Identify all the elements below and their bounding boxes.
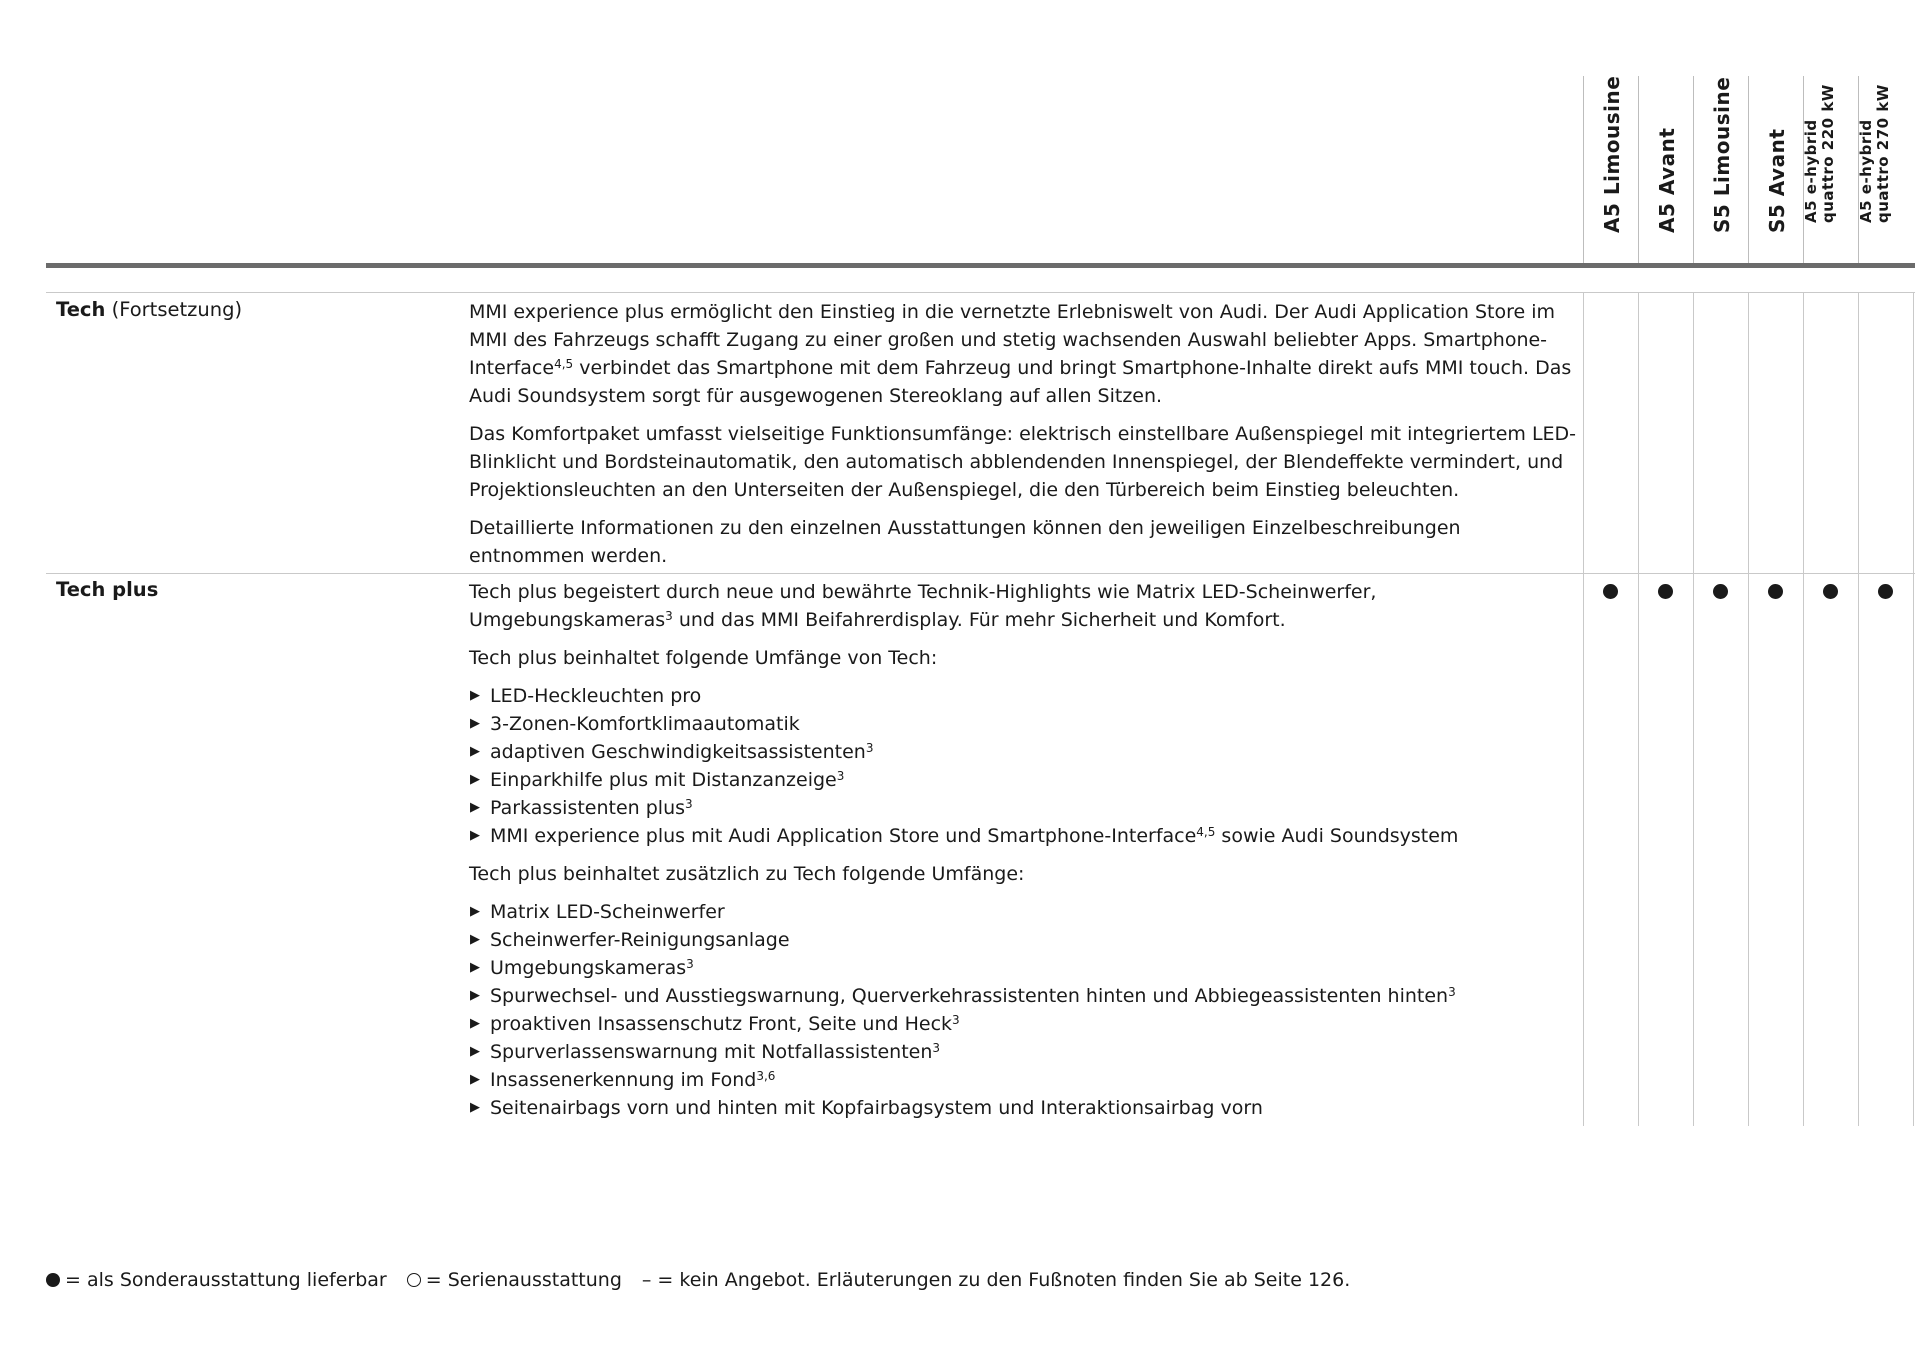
feature-title: Tech plus: [56, 578, 159, 601]
bullet-triangle-icon: ▶: [470, 716, 480, 731]
column-header-label: A5 e-hybrid quattro 270 kW: [1857, 84, 1892, 223]
availability-optional-dot-a5-avant: [1658, 584, 1673, 599]
feature-description-tech-plus: [469, 578, 1579, 1132]
bullet-triangle-icon: ▶: [470, 904, 480, 919]
bullet-triangle-icon: ▶: [470, 1100, 480, 1115]
list-heading: Tech plus beinhaltet folgende Umfänge von Tech:: [469, 647, 938, 669]
column-header-label: A5 e-hybrid quattro 220 kW: [1802, 84, 1837, 223]
column-header-label: S5 Limousine: [1709, 76, 1734, 233]
list-item: ▶ Scheinwerfer-Reinigungsanlage: [469, 926, 1579, 954]
bullet-triangle-icon: ▶: [470, 1072, 480, 1087]
legend-standard: = Serienausstattung: [425, 1269, 622, 1291]
column-header-a5-avant: [1638, 76, 1694, 263]
legend: [46, 1269, 1350, 1291]
list-item: ▶ 3-Zonen-Komfortklimaautomatik: [469, 710, 1579, 738]
bullet-triangle-icon: ▶: [470, 744, 480, 759]
list-item: ▶ Spurverlassenswarnung mit Notfallassistenten$^3$: [469, 1038, 1579, 1066]
included-from-tech-list: [469, 682, 1579, 850]
filled-circle-icon: [46, 1273, 60, 1287]
column-header-a5-e-hybrid-220: [1803, 76, 1859, 263]
list-item: ▶ Parkassistenten plus$^3$: [469, 794, 1579, 822]
bullet-triangle-icon: ▶: [470, 800, 480, 815]
list-item: ▶ MMI experience plus mit Audi Application Store und Smartphone-Interface$^{4,5}$ sowie Audi Soundsystem: [469, 822, 1579, 850]
list-item: ▶ Einparkhilfe plus mit Distanzanzeige$^3$: [469, 766, 1579, 794]
bullet-triangle-icon: ▶: [470, 1016, 480, 1031]
column-header-a5-e-hybrid-270: [1858, 76, 1914, 263]
availability-optional-dot-s5-avant: [1768, 584, 1783, 599]
column-divider: [1803, 293, 1804, 1126]
feature-suffix: (Fortsetzung): [111, 298, 243, 321]
column-divider: [1583, 293, 1584, 1126]
feature-name-tech: [56, 298, 242, 321]
availability-optional-dot-a5-e-hybrid-220: [1823, 584, 1838, 599]
column-header-a5-limousine: [1583, 76, 1639, 263]
column-header-label: S5 Avant: [1764, 128, 1789, 233]
list-item: ▶ Umgebungskameras$^3$: [469, 954, 1579, 982]
list-item: ▶ Matrix LED-Scheinwerfer: [469, 898, 1579, 926]
bullet-triangle-icon: ▶: [470, 828, 480, 843]
list-item: ▶ Insassenerkennung im Fond$^{3,6}$: [469, 1066, 1579, 1094]
column-divider: [1748, 293, 1749, 1126]
header-divider: [46, 263, 1915, 268]
table-top-divider: [46, 292, 1915, 293]
availability-optional-dot-a5-limousine: [1603, 584, 1618, 599]
feature-name-tech-plus: [56, 578, 158, 601]
list-item: ▶ Spurwechsel- und Ausstiegswarnung, Querverkehrassistenten hinten und Abbiegeassistenten hinten$^3$: [469, 982, 1579, 1010]
legend-optional: = als Sonderausstattung lieferbar: [65, 1269, 387, 1291]
availability-optional-dot-a5-e-hybrid-270: [1878, 584, 1893, 599]
description-paragraph: Das Komfortpaket umfasst vielseitige Funktionsumfänge: elektrisch einstellbare Außenspiegel mit integriertem LED-Blinklicht und Bordsteinautomatik, den automatisch abblendenden Innenspiegel, der Blendeffekte vermindert, und Projektionsleuchten an den Unterseiten der Außenspiegel, die den Türbereich beim Einstieg beleuchten.: [469, 423, 1577, 501]
list-item: ▶ adaptiven Geschwindigkeitsassistenten$^3$: [469, 738, 1579, 766]
feature-title: Tech: [56, 298, 106, 321]
column-header-label: A5 Limousine: [1599, 75, 1624, 233]
additional-items-list: [469, 898, 1579, 1122]
column-divider: [1858, 293, 1859, 1126]
feature-description-tech: [469, 298, 1579, 580]
description-paragraph: Tech plus begeistert durch neue und bewährte Technik-Highlights wie Matrix LED-Scheinwerfer, Umgebungskameras$^3$ und das MMI Beifahrerdisplay. Für mehr Sicherheit und Komfort.: [469, 581, 1377, 631]
column-divider: [1693, 293, 1694, 1126]
bullet-triangle-icon: ▶: [470, 772, 480, 787]
column-header-s5-limousine: [1693, 76, 1749, 263]
list-item: ▶ Seitenairbags vorn und hinten mit Kopfairbagsystem und Interaktionsairbag vorn: [469, 1094, 1579, 1122]
column-header-s5-avant: [1748, 76, 1804, 263]
column-divider: [1638, 293, 1639, 1126]
bullet-triangle-icon: ▶: [470, 988, 480, 1003]
legend-none: – = kein Angebot. Erläuterungen zu den Fußnoten finden Sie ab Seite 126.: [641, 1269, 1351, 1291]
empty-circle-icon: [407, 1273, 421, 1287]
description-paragraph: Detaillierte Informationen zu den einzelnen Ausstattungen können den jeweiligen Einzelbeschreibungen entnommen werden.: [469, 517, 1461, 567]
bullet-triangle-icon: ▶: [470, 1044, 480, 1059]
bullet-triangle-icon: ▶: [470, 960, 480, 975]
list-item: ▶ LED-Heckleuchten pro: [469, 682, 1579, 710]
column-header-label: A5 Avant: [1654, 127, 1679, 233]
availability-optional-dot-s5-limousine: [1713, 584, 1728, 599]
list-heading: Tech plus beinhaltet zusätzlich zu Tech folgende Umfänge:: [469, 863, 1025, 885]
description-paragraph: MMI experience plus ermöglicht den Einstieg in die vernetzte Erlebniswelt von Audi. Der Audi Application Store im MMI des Fahrzeugs schafft Zugang zu einer großen und stetig wachsenden Auswahl beliebter Apps. Smartphone-Interface$^{4,5}$ verbindet das Smartphone mit dem Fahrzeug und bringt Smartphone-Inhalte direkt aufs MMI touch. Das Audi Soundsystem sorgt für ausgewogenen Stereoklang auf allen Sitzen.: [469, 301, 1572, 407]
list-item: ▶ proaktiven Insassenschutz Front, Seite und Heck$^3$: [469, 1010, 1579, 1038]
bullet-triangle-icon: ▶: [470, 932, 480, 947]
bullet-triangle-icon: ▶: [470, 688, 480, 703]
column-divider: [1913, 293, 1914, 1126]
